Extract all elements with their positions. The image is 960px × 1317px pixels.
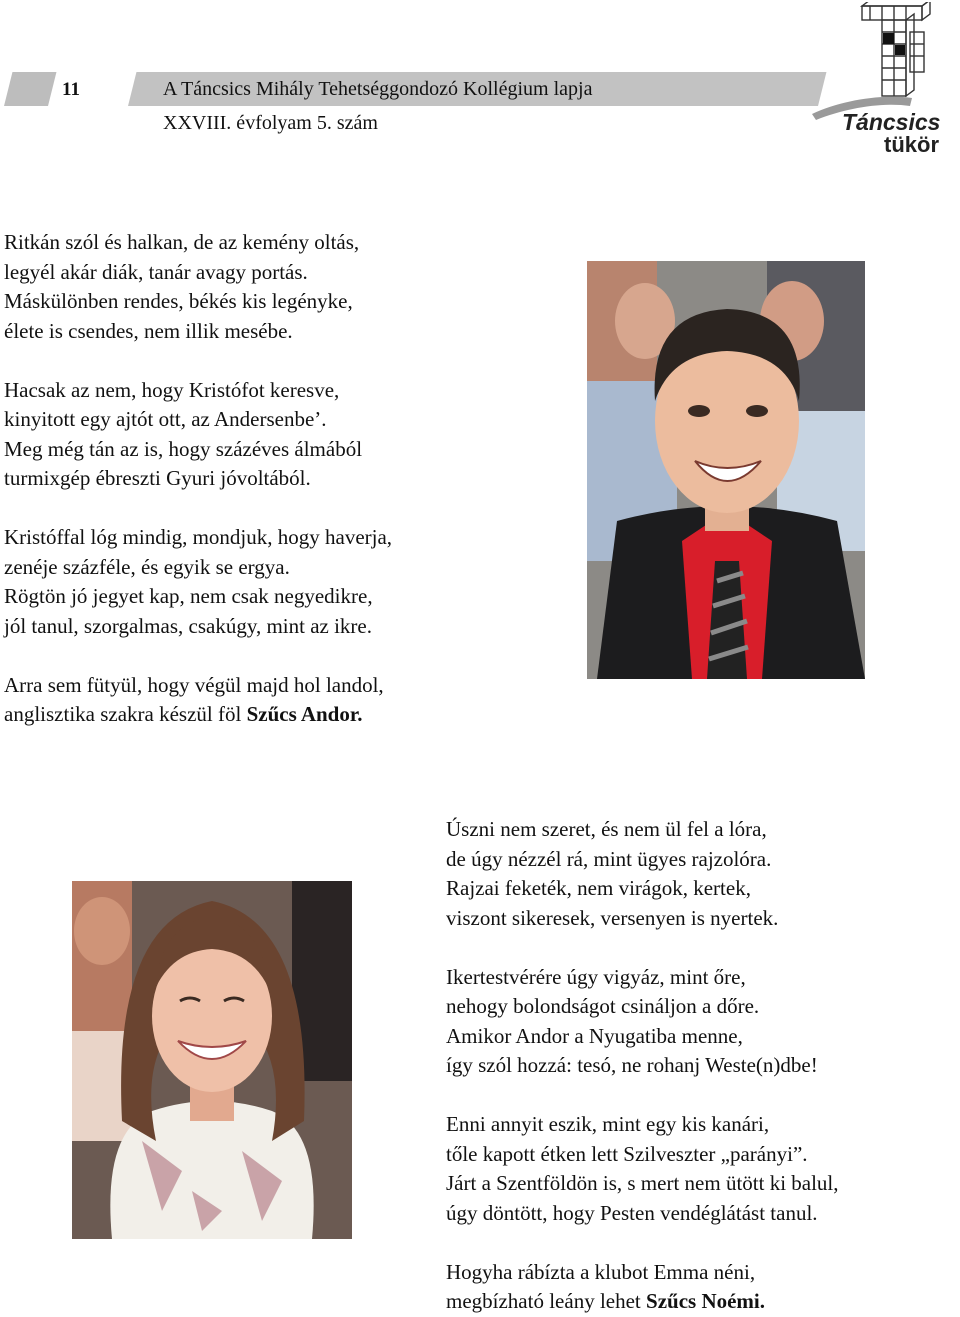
- poem-line-text: megbízható leány lehet: [446, 1289, 647, 1313]
- stanza: [4, 228, 564, 346]
- poem-line: Hacsak az nem, hogy Kristófot keresve,: [4, 377, 340, 402]
- magazine-title: A Táncsics Mihály Tehetséggondozó Kollégium lapja: [163, 78, 593, 100]
- logo-wordmark-line2: tükör: [884, 132, 939, 154]
- stanza: [4, 523, 564, 641]
- poem-line: jól tanul, szorgalmas, csakúgy, mint az ikre.: [4, 613, 372, 638]
- poem-line: Rajzai feketék, nem virágok, kertek,: [446, 876, 751, 900]
- poem-line: nehogy bolondságot csináljon a dőre.: [446, 994, 760, 1018]
- poem-line: kinyitott egy ajtót ott, az Andersenbe’.: [4, 407, 327, 431]
- issue-label: XXVIII. évfolyam 5. szám: [163, 112, 378, 134]
- poem-line: Úszni nem szeret, és nem ül fel a lóra,: [446, 817, 767, 841]
- poem-line: Rögtön jó jegyet kap, nem csak negyedikre,: [4, 584, 373, 608]
- period: .: [357, 702, 363, 726]
- poem-line: élete is csendes, nem illik mesébe.: [4, 318, 293, 343]
- tancsics-tukor-logo: [812, 2, 958, 154]
- header-page-tab: [4, 72, 56, 106]
- student-name: Szűcs Noémi: [646, 1289, 760, 1313]
- poem-line: [4, 700, 564, 730]
- poem-line: így szól hozzá: tesó, ne rohanj Weste(n)dbe!: [446, 1053, 818, 1077]
- poem-line: Ikertestvérére úgy vigyáz, mint őre,: [446, 964, 746, 989]
- poem-line: viszont sikeresek, versenyen is nyertek.: [446, 905, 779, 930]
- poem-line: turmixgép ébreszti Gyuri jóvoltából.: [4, 466, 311, 490]
- andor-portrait-photo: [587, 261, 865, 679]
- student-name: Szűcs Andor: [246, 702, 358, 726]
- poem-line: Amikor Andor a Nyugatiba menne,: [446, 1023, 743, 1048]
- poem-andor: [4, 228, 564, 730]
- poem-line: legyél akár diák, tanár avagy portás.: [4, 259, 308, 284]
- poem-line: tőle kapott étken lett Szilveszter „parányi”.: [446, 1141, 808, 1166]
- poem-noemi: [446, 815, 951, 1317]
- poem-line: Enni annyit eszik, mint egy kis kanári,: [446, 1112, 770, 1136]
- poem-line: Ritkán szól és halkan, de az kemény oltás,: [4, 230, 360, 254]
- poem-line: Meg még tán az is, hogy százéves álmából: [4, 436, 363, 461]
- poem-line: [446, 1287, 951, 1317]
- poem-line: Arra sem fütyül, hogy végül majd hol landol,: [4, 672, 384, 697]
- poem-line: de úgy nézzél rá, mint ügyes rajzolóra.: [446, 846, 772, 871]
- stanza: [446, 1258, 951, 1317]
- stanza: [446, 963, 951, 1081]
- noemi-portrait-photo: [72, 881, 352, 1239]
- page-number: 11: [62, 79, 80, 100]
- poem-line: Járt a Szentföldön is, s mert nem ütött ki balul,: [446, 1171, 839, 1195]
- logo-wordmark-line1: Táncsics: [842, 109, 941, 135]
- poem-line: Máskülönben rendes, békés kis legényke,: [4, 289, 353, 313]
- stanza: [446, 815, 951, 933]
- poem-line: Kristóffal lóg mindig, mondjuk, hogy haverja,: [4, 525, 393, 549]
- period: .: [759, 1289, 766, 1313]
- poem-line: zenéje százféle, és egyik se ergya.: [4, 554, 290, 579]
- stanza: [4, 671, 564, 730]
- poem-line: Hogyha rábízta a klubot Emma néni,: [446, 1259, 756, 1284]
- stanza: [446, 1110, 951, 1228]
- poem-line: úgy döntött, hogy Pesten vendéglátást tanul.: [446, 1200, 818, 1225]
- stanza: [4, 376, 564, 494]
- poem-line-text: anglisztika szakra készül föl: [4, 702, 247, 726]
